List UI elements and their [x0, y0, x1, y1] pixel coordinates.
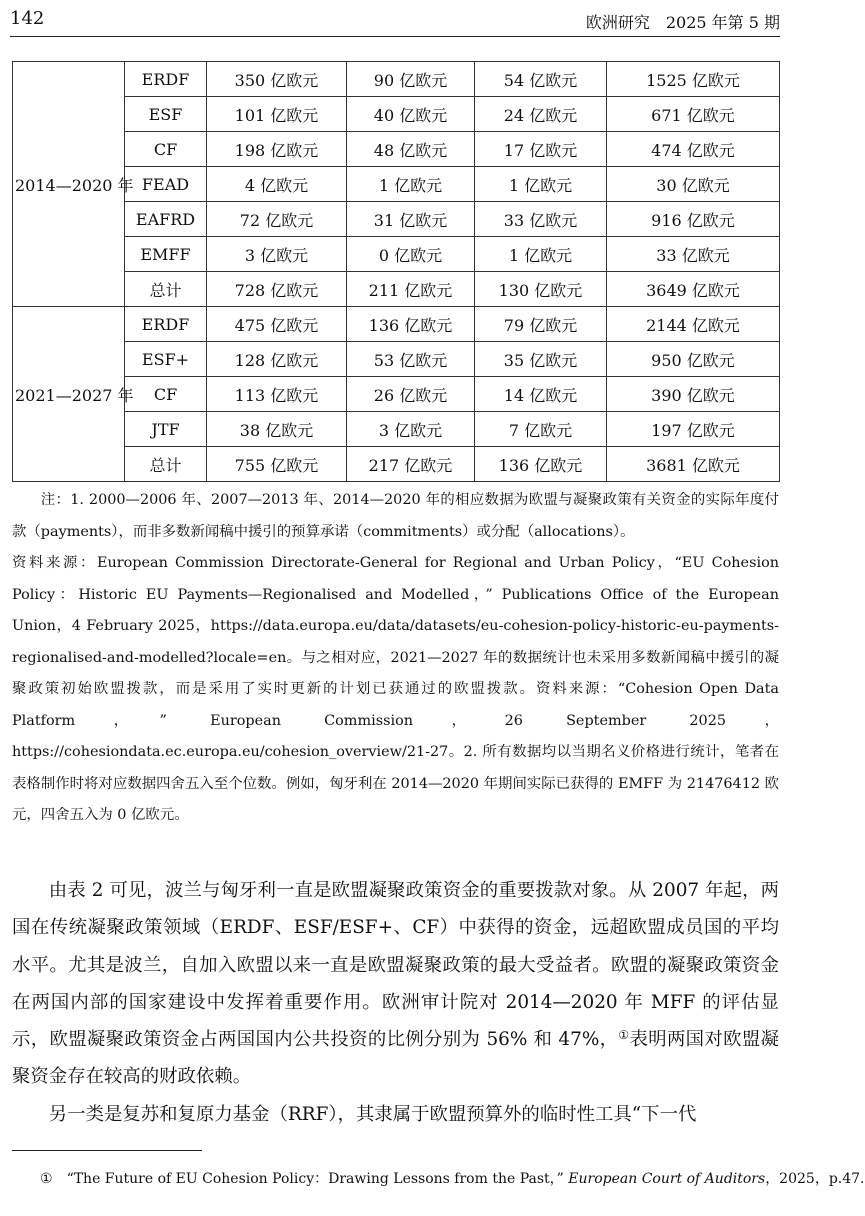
amount-cell: 3 亿欧元	[347, 412, 475, 447]
note-paragraph: 注：1. 2000—2006 年、2007—2013 年、2014—2020 年的相应数据为欧盟与凝聚政策有关资金的实际年度付款（payments），而非多数新闻稿中援引的预算承诺（commitments）或分配（allocations）。	[12, 492, 779, 540]
footnote-source: European Court of Auditors	[568, 1171, 766, 1187]
amount-cell: 3681 亿欧元	[607, 447, 780, 482]
amount-cell: 2144 亿欧元	[607, 307, 780, 342]
amount-cell: 198 亿欧元	[207, 132, 347, 167]
footnote-text: “The Future of EU Cohesion Policy：Drawing Lessons from the Past，”	[66, 1171, 569, 1187]
amount-cell: 14 亿欧元	[475, 377, 607, 412]
body-paragraph-1-text: 由表 2 可见，波兰与匈牙利一直是欧盟凝聚政策资金的重要拨款对象。从 2007 年起，两国在传统凝聚政策领域（ERDF、ESF/ESF+、CF）中获得的资金，远超欧盟成员国的平均水平。尤其是波兰，自加入欧盟以来一直是欧盟凝聚政策的最大受益者。欧盟的凝聚政策资金在两国内部的国家建设中发挥着重要作用。欧洲审计院对 2014—2020 年 MFF 的评估显示，欧盟凝聚政策资金占两国国内公共投资的比例分别为 56% 和 47%，	[12, 880, 779, 1051]
amount-cell: 217 亿欧元	[347, 447, 475, 482]
amount-cell: 671 亿欧元	[607, 97, 780, 132]
amount-cell: 53 亿欧元	[347, 342, 475, 377]
amount-cell: 72 亿欧元	[207, 202, 347, 237]
amount-cell: 17 亿欧元	[475, 132, 607, 167]
amount-cell: 1 亿欧元	[475, 167, 607, 202]
amount-cell: 1 亿欧元	[475, 237, 607, 272]
footnote	[40, 1168, 865, 1188]
amount-cell: 54 亿欧元	[475, 62, 607, 97]
body-text	[12, 872, 779, 1133]
amount-cell: 113 亿欧元	[207, 377, 347, 412]
fund-name-cell: CF	[125, 377, 207, 412]
fund-name-cell: 总计	[125, 272, 207, 307]
amount-cell: 40 亿欧元	[347, 97, 475, 132]
footnote-tail: ，2025，p.47.	[765, 1171, 865, 1187]
fund-name-cell: EMFF	[125, 237, 207, 272]
fund-name-cell: CF	[125, 132, 207, 167]
fund-name-cell: EAFRD	[125, 202, 207, 237]
amount-cell: 211 亿欧元	[347, 272, 475, 307]
body-paragraph-1-tail: 表明两国对欧盟凝聚资金存在较高的财政依赖。	[12, 1029, 779, 1088]
fund-name-cell: ESF	[125, 97, 207, 132]
body-paragraph-1	[12, 872, 779, 1096]
fund-name-cell: 总计	[125, 447, 207, 482]
amount-cell: 4 亿欧元	[207, 167, 347, 202]
amount-cell: 136 亿欧元	[347, 307, 475, 342]
fund-name-cell: JTF	[125, 412, 207, 447]
amount-cell: 950 亿欧元	[607, 342, 780, 377]
amount-cell: 350 亿欧元	[207, 62, 347, 97]
footnote-reference[interactable]: ①	[618, 1028, 630, 1043]
amount-cell: 136 亿欧元	[475, 447, 607, 482]
fund-name-cell: FEAD	[125, 167, 207, 202]
amount-cell: 1 亿欧元	[347, 167, 475, 202]
amount-cell: 916 亿欧元	[607, 202, 780, 237]
amount-cell: 755 亿欧元	[207, 447, 347, 482]
amount-cell: 48 亿欧元	[347, 132, 475, 167]
fund-name-cell: ERDF	[125, 307, 207, 342]
table-row	[13, 237, 780, 272]
amount-cell: 101 亿欧元	[207, 97, 347, 132]
amount-cell: 79 亿欧元	[475, 307, 607, 342]
page-number: 142	[10, 8, 45, 29]
amount-cell: 1525 亿欧元	[607, 62, 780, 97]
amount-cell: 7 亿欧元	[475, 412, 607, 447]
fund-name-cell: ERDF	[125, 62, 207, 97]
table-row	[13, 97, 780, 132]
funding-table	[12, 61, 780, 482]
table-row	[13, 62, 780, 97]
amount-cell: 728 亿欧元	[207, 272, 347, 307]
table-row	[13, 202, 780, 237]
fund-name-cell: ESF+	[125, 342, 207, 377]
running-header	[10, 6, 780, 37]
table-row	[13, 132, 780, 167]
table-note	[12, 485, 779, 832]
table-row	[13, 272, 780, 307]
amount-cell: 24 亿欧元	[475, 97, 607, 132]
note-source-paragraph: 资料来源：European Commission Directorate-General for Regional and Urban Policy，“EU Cohesion Policy：Historic EU Payments—Regionalised and Modelled，” Publications Office of the European Union，4 February 2025，https://data.europa.eu/data/datasets/eu-cohesion-policy-historic-eu-payments-regionalised-and-modelled?locale=en。与之相对应，2021—2027 年的数据统计也未采用多数新闻稿中援引的凝聚政策初始欧盟拨款，而是采用了实时更新的计划已获通过的欧盟拨款。资料来源：“Cohesion Open Data Platform，” European Commission，26 September 2025，https://cohesiondata.ec.europa.eu/cohesion_overview/21-27。2. 所有数据均以当期名义价格进行统计，笔者在表格制作时将对应数据四舍五入至个位数。例如，匈牙利在 2014—2020 年期间实际已获得的 EMFF 为 21476412 欧元，四舍五入为 0 亿欧元。	[12, 555, 779, 823]
table-row	[13, 307, 780, 342]
amount-cell: 31 亿欧元	[347, 202, 475, 237]
amount-cell: 128 亿欧元	[207, 342, 347, 377]
journal-title: 欧洲研究 2025 年第 5 期	[585, 13, 780, 32]
amount-cell: 26 亿欧元	[347, 377, 475, 412]
amount-cell: 90 亿欧元	[347, 62, 475, 97]
amount-cell: 38 亿欧元	[207, 412, 347, 447]
amount-cell: 0 亿欧元	[347, 237, 475, 272]
period-cell: 2014—2020 年	[13, 62, 125, 307]
period-cell: 2021—2027 年	[13, 307, 125, 482]
amount-cell: 33 亿欧元	[475, 202, 607, 237]
footnote-divider	[12, 1150, 202, 1151]
table-row	[13, 342, 780, 377]
footnote-mark: ①	[40, 1171, 53, 1187]
amount-cell: 3649 亿欧元	[607, 272, 780, 307]
table-row	[13, 412, 780, 447]
amount-cell: 30 亿欧元	[607, 167, 780, 202]
amount-cell: 474 亿欧元	[607, 132, 780, 167]
body-paragraph-2: 另一类是复苏和复原力基金（RRF），其隶属于欧盟预算外的临时性工具“下一代	[48, 1103, 697, 1125]
amount-cell: 130 亿欧元	[475, 272, 607, 307]
amount-cell: 390 亿欧元	[607, 377, 780, 412]
amount-cell: 35 亿欧元	[475, 342, 607, 377]
amount-cell: 475 亿欧元	[207, 307, 347, 342]
funding-table-body	[13, 62, 780, 482]
amount-cell: 197 亿欧元	[607, 412, 780, 447]
amount-cell: 33 亿欧元	[607, 237, 780, 272]
amount-cell: 3 亿欧元	[207, 237, 347, 272]
table-row	[13, 447, 780, 482]
